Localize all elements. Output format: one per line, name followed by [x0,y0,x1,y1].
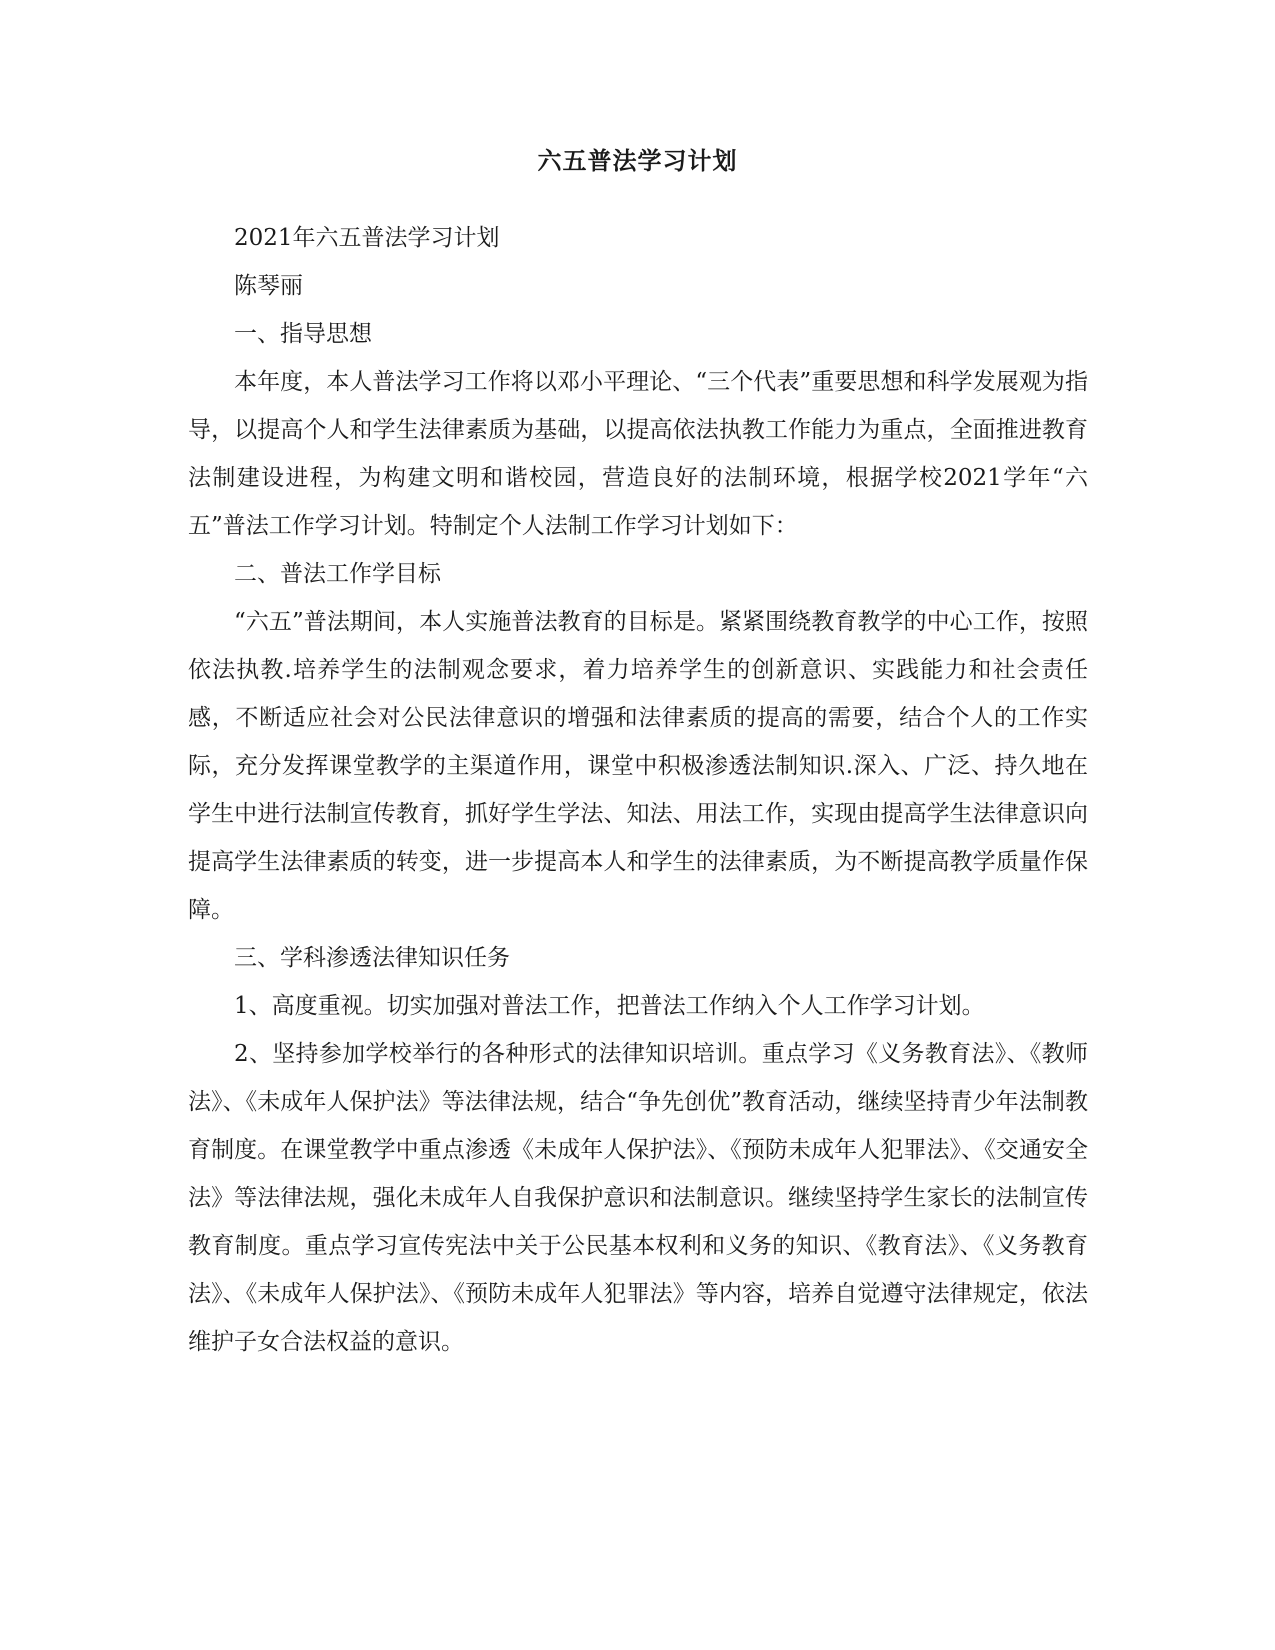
task-item-2: 2、坚持参加学校举行的各种形式的法律知识培训。重点学习《义务教育法》、《教师法》、《未成年人保护法》等法律法规，结合“争先创优”教育活动，继续坚持青少年法制教育制度。在课堂教学中重点渗透《未成年人保护法》、《预防未成年人犯罪法》、《交通安全法》等法律法规，强化未成年人自我保护意识和法制意识。继续坚持学生家长的法制宣传教育制度。重点学习宣传宪法中关于公民基本权利和义务的知识、《教育法》、《义务教育法》、《未成年人保护法》、《预防未成年人犯罪法》等内容，培养自觉遵守法律规定，依法维护子女合法权益的意识。 [188,1041,1088,1355]
document-body [188,214,1088,1366]
section-heading-3: 三、学科渗透法律知识任务 [234,945,510,971]
section-heading-2: 二、普法工作学目标 [234,561,441,587]
author-line: 陈琴丽 [234,273,303,299]
document-title: 六五普法学习计划 [537,146,738,175]
paragraph-goals: “六五”普法期间，本人实施普法教育的目标是。紧紧围绕教育教学的中心工作，按照依法执教.培养学生的法制观念要求，着力培养学生的创新意识、实践能力和社会责任感，不断适应社会对公民法律意识的增强和法律素质的提高的需要，结合个人的工作实际，充分发挥课堂教学的主渠道作用，课堂中积极渗透法制知识.深入、广泛、持久地在学生中进行法制宣传教育，抓好学生学法、知法、用法工作，实现由提高学生法律意识向提高学生法律素质的转变，进一步提高本人和学生的法律素质，为不断提高教学质量作保障。 [188,609,1088,923]
subtitle-line: 2021年六五普法学习计划 [234,225,500,251]
task-item-1: 1、高度重视。切实加强对普法工作，把普法工作纳入个人工作学习计划。 [234,993,985,1019]
paragraph-guiding-ideology: 本年度，本人普法学习工作将以邓小平理论、“三个代表”重要思想和科学发展观为指导，以提高个人和学生法律素质为基础，以提高依法执教工作能力为重点，全面推进教育法制建设进程，为构建文明和谐校园，营造良好的法制环境，根据学校2021学年“六五”普法工作学习计划。特制定个人法制工作学习计划如下： [188,369,1088,539]
section-heading-1: 一、指导思想 [234,321,372,347]
